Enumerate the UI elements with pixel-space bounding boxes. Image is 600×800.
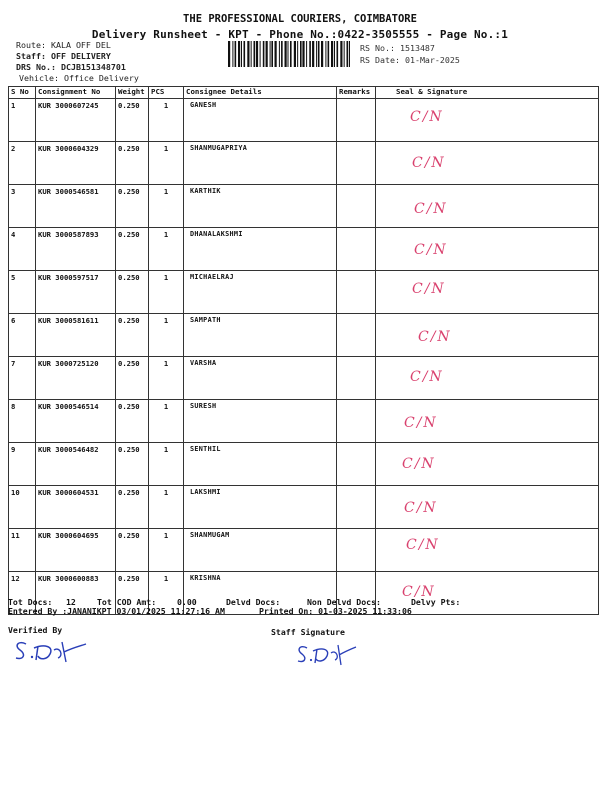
vehicle-label: Vehicle: Office Delivery bbox=[19, 73, 139, 83]
delivered-docs-label: Delvd Docs: bbox=[226, 597, 281, 607]
cell-pcs: 1 bbox=[149, 400, 184, 443]
cell-sno: 6 bbox=[9, 314, 36, 357]
cell-weight: 0.250 bbox=[116, 185, 149, 228]
cell-weight: 0.250 bbox=[116, 529, 149, 572]
cell-seal-signature bbox=[376, 314, 599, 357]
cell-remarks bbox=[337, 185, 376, 228]
company-title: THE PROFESSIONAL COURIERS, COIMBATORE bbox=[183, 13, 417, 25]
cell-weight: 0.250 bbox=[116, 271, 149, 314]
cell-pcs: 1 bbox=[149, 142, 184, 185]
col-header-pcs: PCS bbox=[149, 87, 184, 99]
cell-pcs: 1 bbox=[149, 314, 184, 357]
cell-sno: 11 bbox=[9, 529, 36, 572]
staff-label: Staff: OFF DELIVERY bbox=[16, 51, 111, 61]
cell-remarks bbox=[337, 443, 376, 486]
cell-remarks bbox=[337, 529, 376, 572]
total-cod-value: 0.00 bbox=[177, 597, 197, 607]
cell-consignee: MICHAELRAJ bbox=[184, 271, 337, 314]
handwritten-seal-mark: C/N bbox=[410, 369, 444, 385]
rs-date: RS Date: 01-Mar-2025 bbox=[360, 55, 460, 65]
cell-weight: 0.250 bbox=[116, 486, 149, 529]
handwritten-seal-mark: C/N bbox=[402, 456, 436, 472]
cell-consignment-no: KUR 3000587893 bbox=[36, 228, 116, 271]
table-row bbox=[9, 271, 599, 314]
table-row bbox=[9, 486, 599, 529]
cell-consignee: DHANALAKSHMI bbox=[184, 228, 337, 271]
cell-consignee: SENTHIL bbox=[184, 443, 337, 486]
cell-seal-signature bbox=[376, 185, 599, 228]
cell-sno: 3 bbox=[9, 185, 36, 228]
cell-remarks bbox=[337, 271, 376, 314]
cell-consignee: KRISHNA bbox=[184, 572, 337, 615]
cell-weight: 0.250 bbox=[116, 572, 149, 615]
barcode-image bbox=[228, 41, 350, 67]
cell-consignment-no: KUR 3000581611 bbox=[36, 314, 116, 357]
cell-sno: 7 bbox=[9, 357, 36, 400]
col-header-remarks: Remarks bbox=[337, 87, 376, 99]
cell-pcs: 1 bbox=[149, 357, 184, 400]
total-docs-value: 12 bbox=[66, 597, 76, 607]
cell-remarks bbox=[337, 228, 376, 271]
handwritten-seal-mark: C/N bbox=[406, 537, 440, 553]
table-row bbox=[9, 400, 599, 443]
cell-consignee: SAMPATH bbox=[184, 314, 337, 357]
cell-sno: 12 bbox=[9, 572, 36, 615]
table-row bbox=[9, 443, 599, 486]
cell-pcs: 1 bbox=[149, 271, 184, 314]
handwritten-seal-mark: C/N bbox=[404, 415, 438, 431]
col-header-consignment: Consignment No bbox=[36, 87, 116, 99]
cell-seal-signature bbox=[376, 228, 599, 271]
cell-remarks bbox=[337, 142, 376, 185]
table-row bbox=[9, 142, 599, 185]
cell-weight: 0.250 bbox=[116, 142, 149, 185]
cell-consignment-no: KUR 3000546482 bbox=[36, 443, 116, 486]
cell-weight: 0.250 bbox=[116, 443, 149, 486]
cell-seal-signature bbox=[376, 400, 599, 443]
handwritten-seal-mark: C/N bbox=[412, 155, 446, 171]
cell-consignee: SHANMUGAPRIYA bbox=[184, 142, 337, 185]
handwritten-seal-mark: C/N bbox=[414, 242, 448, 258]
col-header-seal: Seal & Signature bbox=[376, 87, 599, 99]
table-row bbox=[9, 357, 599, 400]
cell-sno: 10 bbox=[9, 486, 36, 529]
cell-remarks bbox=[337, 400, 376, 443]
table-row bbox=[9, 99, 599, 142]
cell-seal-signature bbox=[376, 529, 599, 572]
cell-seal-signature bbox=[376, 357, 599, 400]
cell-pcs: 1 bbox=[149, 228, 184, 271]
delivery-points-label: Delvy Pts: bbox=[411, 597, 461, 607]
printed-on: Printed On: 01-03-2025 11:33:06 bbox=[259, 606, 412, 616]
cell-consignee: GANESH bbox=[184, 99, 337, 142]
entered-by: Entered By :JANANIKPT 03/01/2025 11:27:16 AM bbox=[8, 606, 225, 616]
runsheet-subtitle: Delivery Runsheet - KPT - Phone No.:0422-3505555 - Page No.:1 bbox=[91, 28, 509, 41]
table-row bbox=[9, 185, 599, 228]
handwritten-seal-mark: C/N bbox=[412, 281, 446, 297]
cell-consignee: KARTHIK bbox=[184, 185, 337, 228]
non-delivered-docs-label: Non Delvd Docs: bbox=[307, 597, 381, 607]
cell-consignment-no: KUR 3000607245 bbox=[36, 99, 116, 142]
handwritten-seal-mark: C/N bbox=[402, 584, 436, 600]
cell-sno: 8 bbox=[9, 400, 36, 443]
cell-sno: 4 bbox=[9, 228, 36, 271]
table-row bbox=[9, 228, 599, 271]
cell-consignee: SURESH bbox=[184, 400, 337, 443]
cell-seal-signature bbox=[376, 99, 599, 142]
cell-weight: 0.250 bbox=[116, 400, 149, 443]
cell-weight: 0.250 bbox=[116, 314, 149, 357]
verified-by-label: Verified By bbox=[8, 625, 63, 635]
handwritten-seal-mark: C/N bbox=[404, 500, 438, 516]
rs-number: RS No.: 1513487 bbox=[360, 43, 435, 53]
route-label: Route: KALA OFF DEL bbox=[16, 40, 111, 50]
total-docs-label: Tot Docs: bbox=[8, 597, 53, 607]
cell-seal-signature bbox=[376, 486, 599, 529]
cell-consignment-no: KUR 3000604695 bbox=[36, 529, 116, 572]
runsheet-table bbox=[8, 86, 599, 615]
cell-consignment-no: KUR 3000546581 bbox=[36, 185, 116, 228]
cell-sno: 1 bbox=[9, 99, 36, 142]
col-header-consignee: Consignee Details bbox=[184, 87, 337, 99]
cell-pcs: 1 bbox=[149, 443, 184, 486]
cell-remarks bbox=[337, 314, 376, 357]
cell-weight: 0.250 bbox=[116, 228, 149, 271]
cell-seal-signature bbox=[376, 142, 599, 185]
cell-remarks bbox=[337, 357, 376, 400]
cell-pcs: 1 bbox=[149, 185, 184, 228]
cell-weight: 0.250 bbox=[116, 357, 149, 400]
cell-consignment-no: KUR 3000725120 bbox=[36, 357, 116, 400]
cell-consignment-no: KUR 3000604531 bbox=[36, 486, 116, 529]
cell-consignee: SHANMUGAM bbox=[184, 529, 337, 572]
cell-seal-signature bbox=[376, 271, 599, 314]
cell-remarks bbox=[337, 486, 376, 529]
table-row bbox=[9, 529, 599, 572]
cell-remarks bbox=[337, 99, 376, 142]
col-header-sno: S No bbox=[9, 87, 36, 99]
cell-consignment-no: KUR 3000604329 bbox=[36, 142, 116, 185]
cell-pcs: 1 bbox=[149, 99, 184, 142]
cell-sno: 9 bbox=[9, 443, 36, 486]
cell-sno: 5 bbox=[9, 271, 36, 314]
drs-number: DRS No.: DCJB151348701 bbox=[16, 62, 126, 72]
cell-weight: 0.250 bbox=[116, 99, 149, 142]
cell-consignment-no: KUR 3000597517 bbox=[36, 271, 116, 314]
staff-signature bbox=[294, 641, 358, 669]
table-row bbox=[9, 314, 599, 357]
cell-pcs: 1 bbox=[149, 529, 184, 572]
handwritten-seal-mark: C/N bbox=[418, 329, 452, 345]
cell-pcs: 1 bbox=[149, 486, 184, 529]
cell-consignee: LAKSHMI bbox=[184, 486, 337, 529]
verifier-signature bbox=[10, 636, 88, 666]
cell-consignee: VARSHA bbox=[184, 357, 337, 400]
cell-seal-signature bbox=[376, 443, 599, 486]
total-cod-label: Tot COD Amt: bbox=[97, 597, 157, 607]
cell-consignment-no: KUR 3000546514 bbox=[36, 400, 116, 443]
cell-pcs: 1 bbox=[149, 572, 184, 615]
cell-consignment-no: KUR 3000600883 bbox=[36, 572, 116, 615]
cell-sno: 2 bbox=[9, 142, 36, 185]
table-header-row bbox=[9, 87, 599, 99]
handwritten-seal-mark: C/N bbox=[414, 201, 448, 217]
handwritten-seal-mark: C/N bbox=[410, 109, 444, 125]
col-header-weight: Weight bbox=[116, 87, 149, 99]
staff-signature-label: Staff Signature bbox=[271, 627, 345, 637]
